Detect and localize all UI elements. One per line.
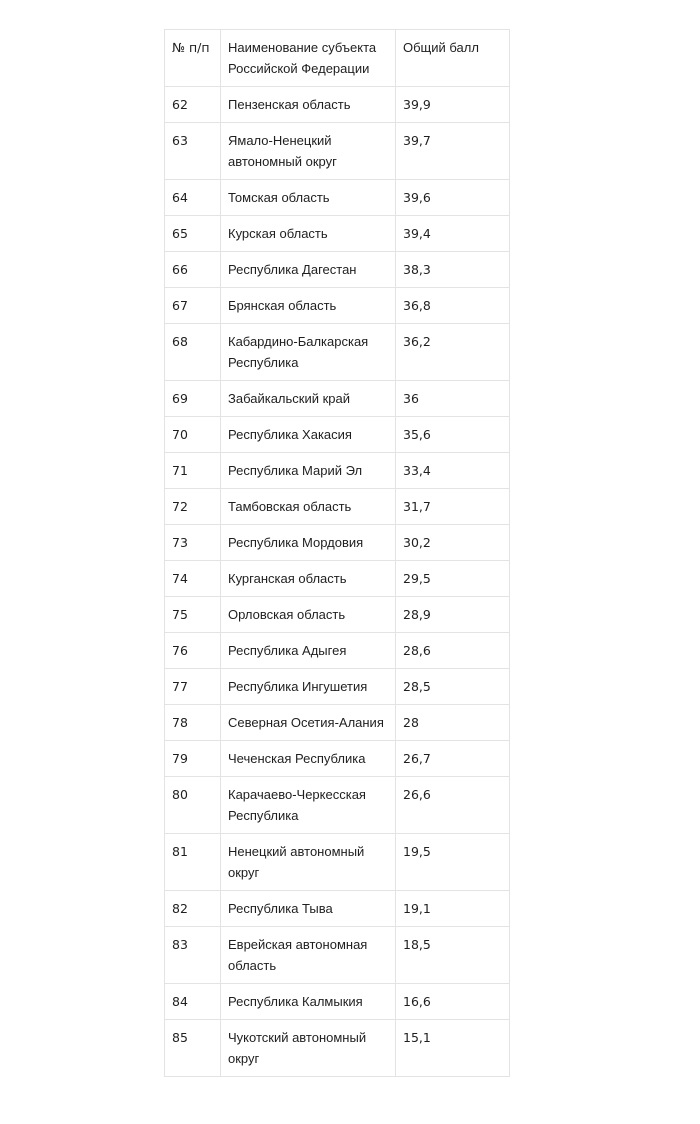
row-number: 74: [165, 561, 221, 597]
table-row: [165, 252, 510, 288]
table-row: [165, 453, 510, 489]
row-number: 76: [165, 633, 221, 669]
row-score: 35,6: [396, 417, 510, 453]
table-row: [165, 834, 510, 891]
row-score: 30,2: [396, 525, 510, 561]
row-region: Чукотский автономный округ: [221, 1020, 396, 1077]
row-region: Карачаево-Черкесская Республика: [221, 777, 396, 834]
row-region: Республика Марий Эл: [221, 453, 396, 489]
row-region: Томская область: [221, 180, 396, 216]
row-region: Брянская область: [221, 288, 396, 324]
row-score: 33,4: [396, 453, 510, 489]
table-row: [165, 381, 510, 417]
table-row: [165, 216, 510, 252]
header-total-score: Общий балл: [396, 30, 510, 87]
table-row: [165, 669, 510, 705]
table-row: [165, 489, 510, 525]
row-region: Республика Тыва: [221, 891, 396, 927]
row-number: 69: [165, 381, 221, 417]
row-number: 70: [165, 417, 221, 453]
row-score: 39,9: [396, 87, 510, 123]
row-region: Ненецкий автономный округ: [221, 834, 396, 891]
row-number: 78: [165, 705, 221, 741]
row-score: 36: [396, 381, 510, 417]
table-row: [165, 777, 510, 834]
row-score: 39,7: [396, 123, 510, 180]
table-body: [165, 87, 510, 1077]
table-row: [165, 891, 510, 927]
row-region: Республика Калмыкия: [221, 984, 396, 1020]
row-number: 64: [165, 180, 221, 216]
row-number: 85: [165, 1020, 221, 1077]
table-row: [165, 741, 510, 777]
row-score: 29,5: [396, 561, 510, 597]
row-score: 36,8: [396, 288, 510, 324]
row-score: 15,1: [396, 1020, 510, 1077]
row-region: Чеченская Республика: [221, 741, 396, 777]
row-number: 80: [165, 777, 221, 834]
row-region: Курская область: [221, 216, 396, 252]
row-number: 84: [165, 984, 221, 1020]
table-row: [165, 288, 510, 324]
header-region-name: Наименование субъекта Российской Федерации: [221, 30, 396, 87]
row-score: 28: [396, 705, 510, 741]
row-region: Ямало-Ненецкий автономный округ: [221, 123, 396, 180]
row-region: Республика Хакасия: [221, 417, 396, 453]
table-row: [165, 324, 510, 381]
row-score: 16,6: [396, 984, 510, 1020]
row-region: Забайкальский край: [221, 381, 396, 417]
row-score: 26,7: [396, 741, 510, 777]
row-number: 79: [165, 741, 221, 777]
row-number: 83: [165, 927, 221, 984]
row-number: 75: [165, 597, 221, 633]
table-row: [165, 597, 510, 633]
row-score: 39,4: [396, 216, 510, 252]
row-region: Северная Осетия-Алания: [221, 705, 396, 741]
row-number: 77: [165, 669, 221, 705]
row-score: 28,5: [396, 669, 510, 705]
row-number: 65: [165, 216, 221, 252]
row-score: 31,7: [396, 489, 510, 525]
row-score: 19,5: [396, 834, 510, 891]
row-score: 28,6: [396, 633, 510, 669]
table-row: [165, 417, 510, 453]
row-region: Тамбовская область: [221, 489, 396, 525]
row-region: Кабардино-Балкарская Республика: [221, 324, 396, 381]
table-row: [165, 1020, 510, 1077]
table-header-row: [165, 30, 510, 87]
row-region: Пензенская область: [221, 87, 396, 123]
row-score: 18,5: [396, 927, 510, 984]
row-score: 36,2: [396, 324, 510, 381]
row-region: Республика Дагестан: [221, 252, 396, 288]
row-number: 73: [165, 525, 221, 561]
table-row: [165, 561, 510, 597]
row-number: 72: [165, 489, 221, 525]
row-region: Курганская область: [221, 561, 396, 597]
header-number: № п/п: [165, 30, 221, 87]
row-region: Республика Мордовия: [221, 525, 396, 561]
table-row: [165, 123, 510, 180]
table-row: [165, 927, 510, 984]
row-region: Республика Адыгея: [221, 633, 396, 669]
row-number: 66: [165, 252, 221, 288]
row-region: Республика Ингушетия: [221, 669, 396, 705]
ranking-table-container: [164, 29, 509, 1077]
row-score: 28,9: [396, 597, 510, 633]
row-number: 67: [165, 288, 221, 324]
row-number: 63: [165, 123, 221, 180]
row-number: 81: [165, 834, 221, 891]
row-region: Орловская область: [221, 597, 396, 633]
row-number: 62: [165, 87, 221, 123]
row-score: 38,3: [396, 252, 510, 288]
row-score: 26,6: [396, 777, 510, 834]
table-row: [165, 525, 510, 561]
table-row: [165, 87, 510, 123]
row-number: 71: [165, 453, 221, 489]
table-row: [165, 633, 510, 669]
row-score: 19,1: [396, 891, 510, 927]
table-row: [165, 705, 510, 741]
row-region: Еврейская автономная область: [221, 927, 396, 984]
table-row: [165, 984, 510, 1020]
row-score: 39,6: [396, 180, 510, 216]
row-number: 82: [165, 891, 221, 927]
table-row: [165, 180, 510, 216]
ranking-table: [164, 29, 510, 1077]
row-number: 68: [165, 324, 221, 381]
